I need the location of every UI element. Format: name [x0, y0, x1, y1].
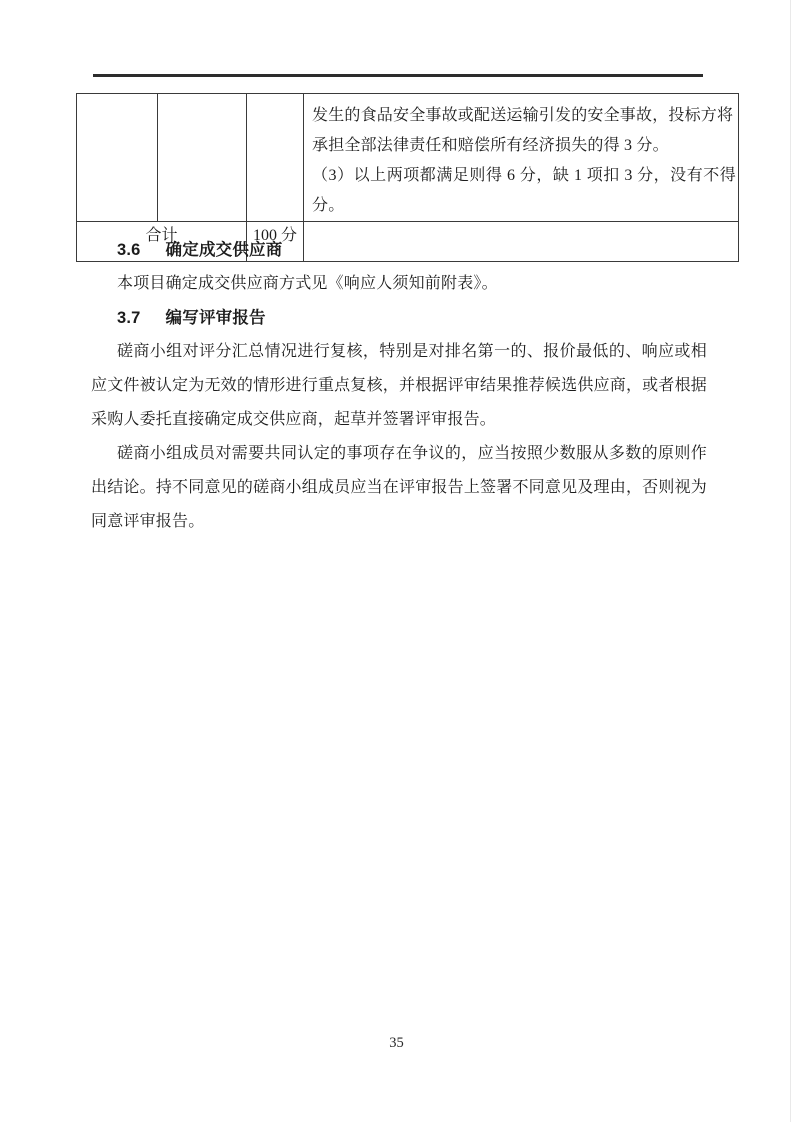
document-body — [91, 233, 707, 539]
empty-cell-1 — [77, 94, 158, 222]
section-number: 3.6 — [117, 241, 141, 259]
table-row-criteria — [77, 94, 739, 222]
paragraph-3-7-1: 磋商小组对评分汇总情况进行复核，特别是对排名第一的、报价最低的、响应或相应文件被认定为无效的情形进行重点复核，并根据评审结果推荐候选供应商，或者根据采购人委托直接确定成交供应商，起草并签署评审报告。 — [91, 343, 707, 428]
section-heading-3-7 — [91, 301, 707, 335]
scan-edge-artifact — [790, 0, 791, 1122]
criteria-line-1: 发生的食品安全事故或配送运输引发的安全事故，投标方将 — [312, 107, 734, 124]
criteria-text-cell — [304, 94, 739, 222]
section-heading-3-6 — [91, 233, 707, 267]
section-title: 编写评审报告 — [165, 309, 266, 327]
page-number: 35 — [389, 1035, 404, 1051]
criteria-line-2: 承担全部法律责任和赔偿所有经济损失的得 3 分。 — [312, 137, 669, 154]
empty-cell-2 — [158, 94, 247, 222]
criteria-line-3: （3）以上两项都满足则得 6 分，缺 1 项扣 3 分，没有不得分。 — [312, 167, 736, 214]
paragraph-3-7-2: 磋商小组成员对需要共同认定的事项存在争议的，应当按照少数服从多数的原则作出结论。持不同意见的磋商小组成员应当在评审报告上签署不同意见及理由，否则视为同意评审报告。 — [91, 445, 707, 530]
empty-cell-3 — [247, 94, 304, 222]
section-number: 3.7 — [117, 309, 141, 327]
header-divider-rule — [93, 74, 703, 77]
total-score-cell: 100 分 — [247, 222, 304, 262]
paragraph-3-6-1: 本项目确定成交供应商方式见《响应人须知前附表》。 — [117, 275, 498, 292]
total-label-cell: 合计 — [77, 222, 247, 262]
section-title: 确定成交供应商 — [165, 241, 283, 259]
